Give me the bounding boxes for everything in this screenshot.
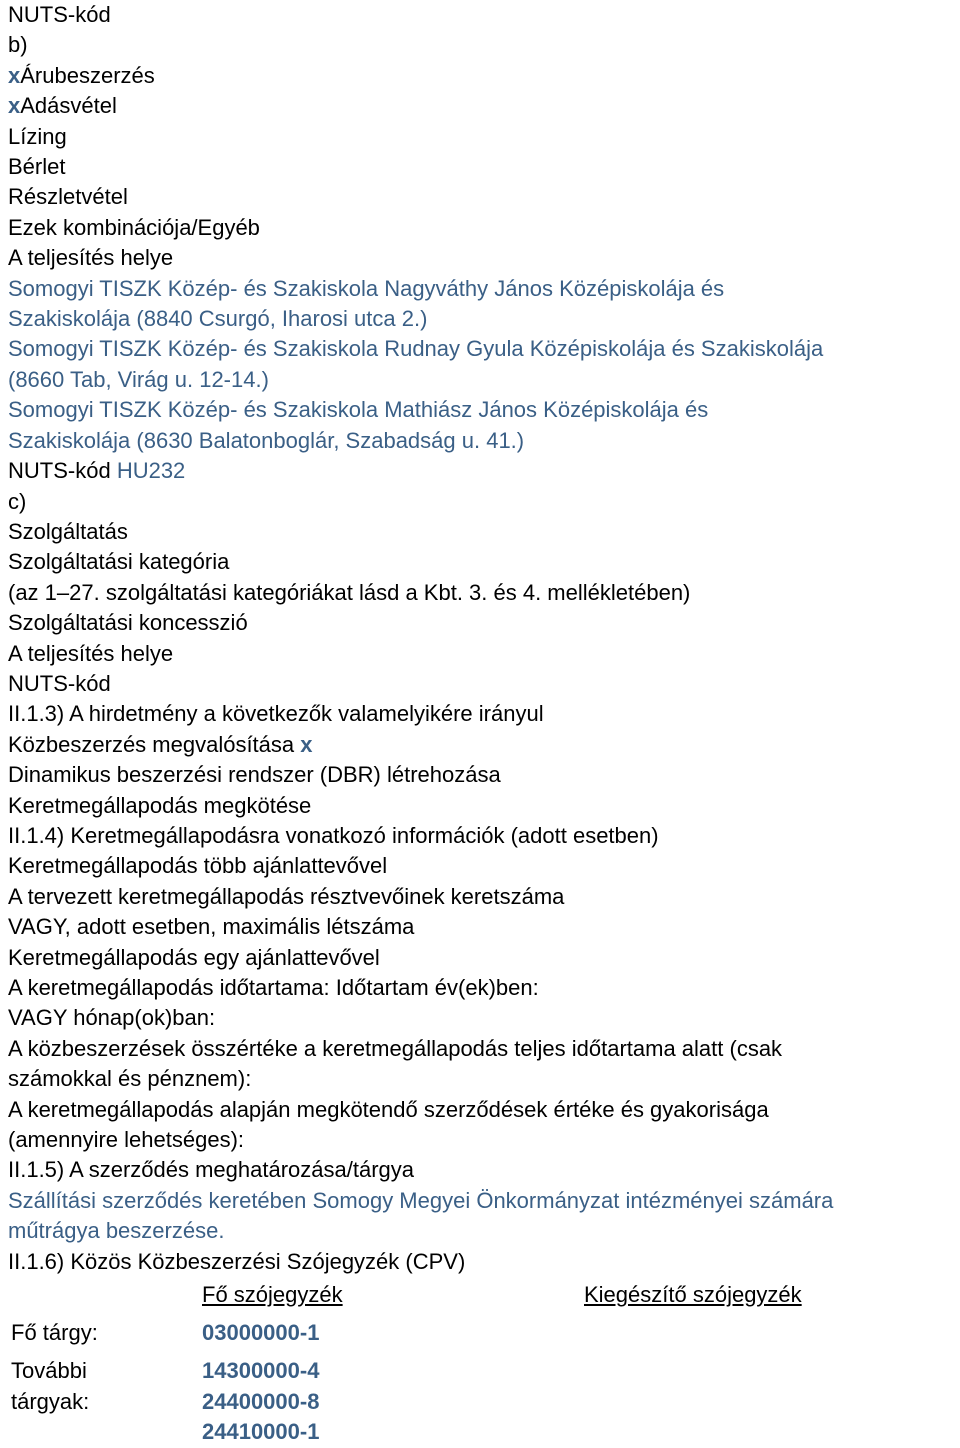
location-line: Somogyi TISZK Közép- és Szakiskola Rudnay Gyula Középiskolája és Szakiskolája	[8, 336, 824, 362]
location-line: Somogyi TISZK Közép- és Szakiskola Nagyváthy János Középiskolája és	[8, 275, 725, 301]
checked-mark: x	[300, 731, 313, 757]
option-egyeb: Ezek kombinációja/Egyéb	[8, 214, 260, 240]
framework-contract-value-label: A keretmegállapodás alapján megkötendő szerződések értéke és gyakorisága	[8, 1096, 769, 1122]
cpv-other-row	[11, 1417, 611, 1447]
nuts-code-row	[8, 456, 958, 486]
framework-total-value-label-cont: számokkal és pénznem):	[8, 1066, 252, 1092]
nuts-code-label-top: NUTS-kód	[8, 2, 111, 27]
section-ii-1-4-heading: II.1.4) Keretmegállapodásra vonatkozó információk (adott esetben)	[8, 822, 659, 848]
framework-total-value-label: A közbeszerzések összértéke a keretmegállapodás teljes időtartama alatt (csak	[8, 1035, 783, 1061]
contract-subject-line: műtrágya beszerzése.	[8, 1218, 225, 1244]
cpv-other-label: További	[11, 1358, 87, 1384]
cpv-other-row	[11, 1356, 611, 1386]
option-framework: Keretmegállapodás megkötése	[8, 792, 312, 818]
place-of-performance-label: A teljesítés helye	[8, 245, 174, 271]
nuts-code-label: NUTS-kód	[8, 458, 111, 484]
checked-mark: x	[8, 93, 21, 119]
cpv-main-row	[11, 1318, 611, 1348]
cpv-other-row	[11, 1387, 611, 1417]
cpv-column-headers	[8, 1279, 958, 1311]
location-line: Szakiskolája (8630 Balatonboglár, Szabadság u. 41.)	[8, 427, 525, 453]
service-category-note: (az 1–27. szolgáltatási kategóriákat lásd a Kbt. 3. és 4. mellékletében)	[8, 579, 691, 605]
cpv-table	[11, 1318, 611, 1448]
option-lizing: Lízing	[8, 123, 67, 149]
cpv-main-vocabulary-header: Fő szójegyzék	[202, 1282, 343, 1307]
option-arubeszerzes: xÁrubeszerzés	[8, 62, 155, 88]
framework-duration-label: A keretmegállapodás időtartama: Időtartam év(ek)ben:	[8, 975, 539, 1000]
cpv-other-code: 24400000-8	[202, 1388, 320, 1414]
contract-subject-line: Szállítási szerződés keretében Somogy Megyei Önkormányzat intézményei számára	[8, 1187, 834, 1213]
option-reszletvetel: Részletvétel	[8, 184, 128, 210]
option-kozbeszerzes: Közbeszerzés megvalósítása x	[8, 731, 313, 757]
nuts-code-value: HU232	[116, 458, 186, 484]
section-c-label: c)	[8, 488, 27, 514]
location-line: Szakiskolája (8840 Csurgó, Iharosi utca 2.)	[8, 306, 428, 332]
option-dbr: Dinamikus beszerzési rendszer (DBR) létrehozása	[8, 762, 501, 788]
checked-mark: x	[8, 62, 21, 88]
section-b-label: b)	[8, 32, 28, 58]
nuts-code-label-2: NUTS-kód	[8, 670, 111, 696]
framework-multi-label: Keretmegállapodás több ajánlattevővel	[8, 853, 388, 879]
cpv-other-code: 14300000-4	[202, 1358, 320, 1384]
option-service-concession: Szolgáltatási koncesszió	[8, 610, 248, 636]
section-ii-1-3-heading: II.1.3) A hirdetmény a következők valamelyikére irányul	[8, 701, 544, 727]
framework-single-label: Keretmegállapodás egy ajánlattevővel	[8, 944, 380, 970]
framework-participants-label: A tervezett keretmegállapodás résztvevőinek keretszáma	[8, 883, 565, 909]
location-line: (8660 Tab, Virág u. 12-14.)	[8, 366, 269, 392]
framework-months-label: VAGY hónap(ok)ban:	[8, 1005, 216, 1031]
cpv-supplementary-vocabulary-header: Kiegészítő szójegyzék	[584, 1282, 802, 1307]
cpv-other-code: 24410000-1	[202, 1419, 320, 1445]
place-of-performance-label-2: A teljesítés helye	[8, 640, 174, 666]
service-category-label: Szolgáltatási kategória	[8, 549, 230, 575]
framework-max-label: VAGY, adott esetben, maximális létszáma	[8, 914, 415, 940]
location-line: Somogyi TISZK Közép- és Szakiskola Mathiász János Középiskolája és	[8, 397, 709, 423]
option-szolgaltatas: Szolgáltatás	[8, 518, 128, 544]
option-adasvetel: xAdásvétel	[8, 93, 117, 119]
section-ii-1-5-heading: II.1.5) A szerződés meghatározása/tárgya	[8, 1157, 415, 1183]
cpv-other-label: tárgyak:	[11, 1388, 90, 1414]
document-body	[8, 0, 958, 1445]
cpv-main-label: Fő tárgy:	[11, 1320, 98, 1345]
cpv-main-code: 03000000-1	[202, 1320, 320, 1345]
option-berlet: Bérlet	[8, 154, 66, 180]
framework-contract-value-label-cont: (amennyire lehetséges):	[8, 1127, 245, 1153]
section-ii-1-6-heading: II.1.6) Közös Közbeszerzési Szójegyzék (CPV)	[8, 1248, 466, 1274]
